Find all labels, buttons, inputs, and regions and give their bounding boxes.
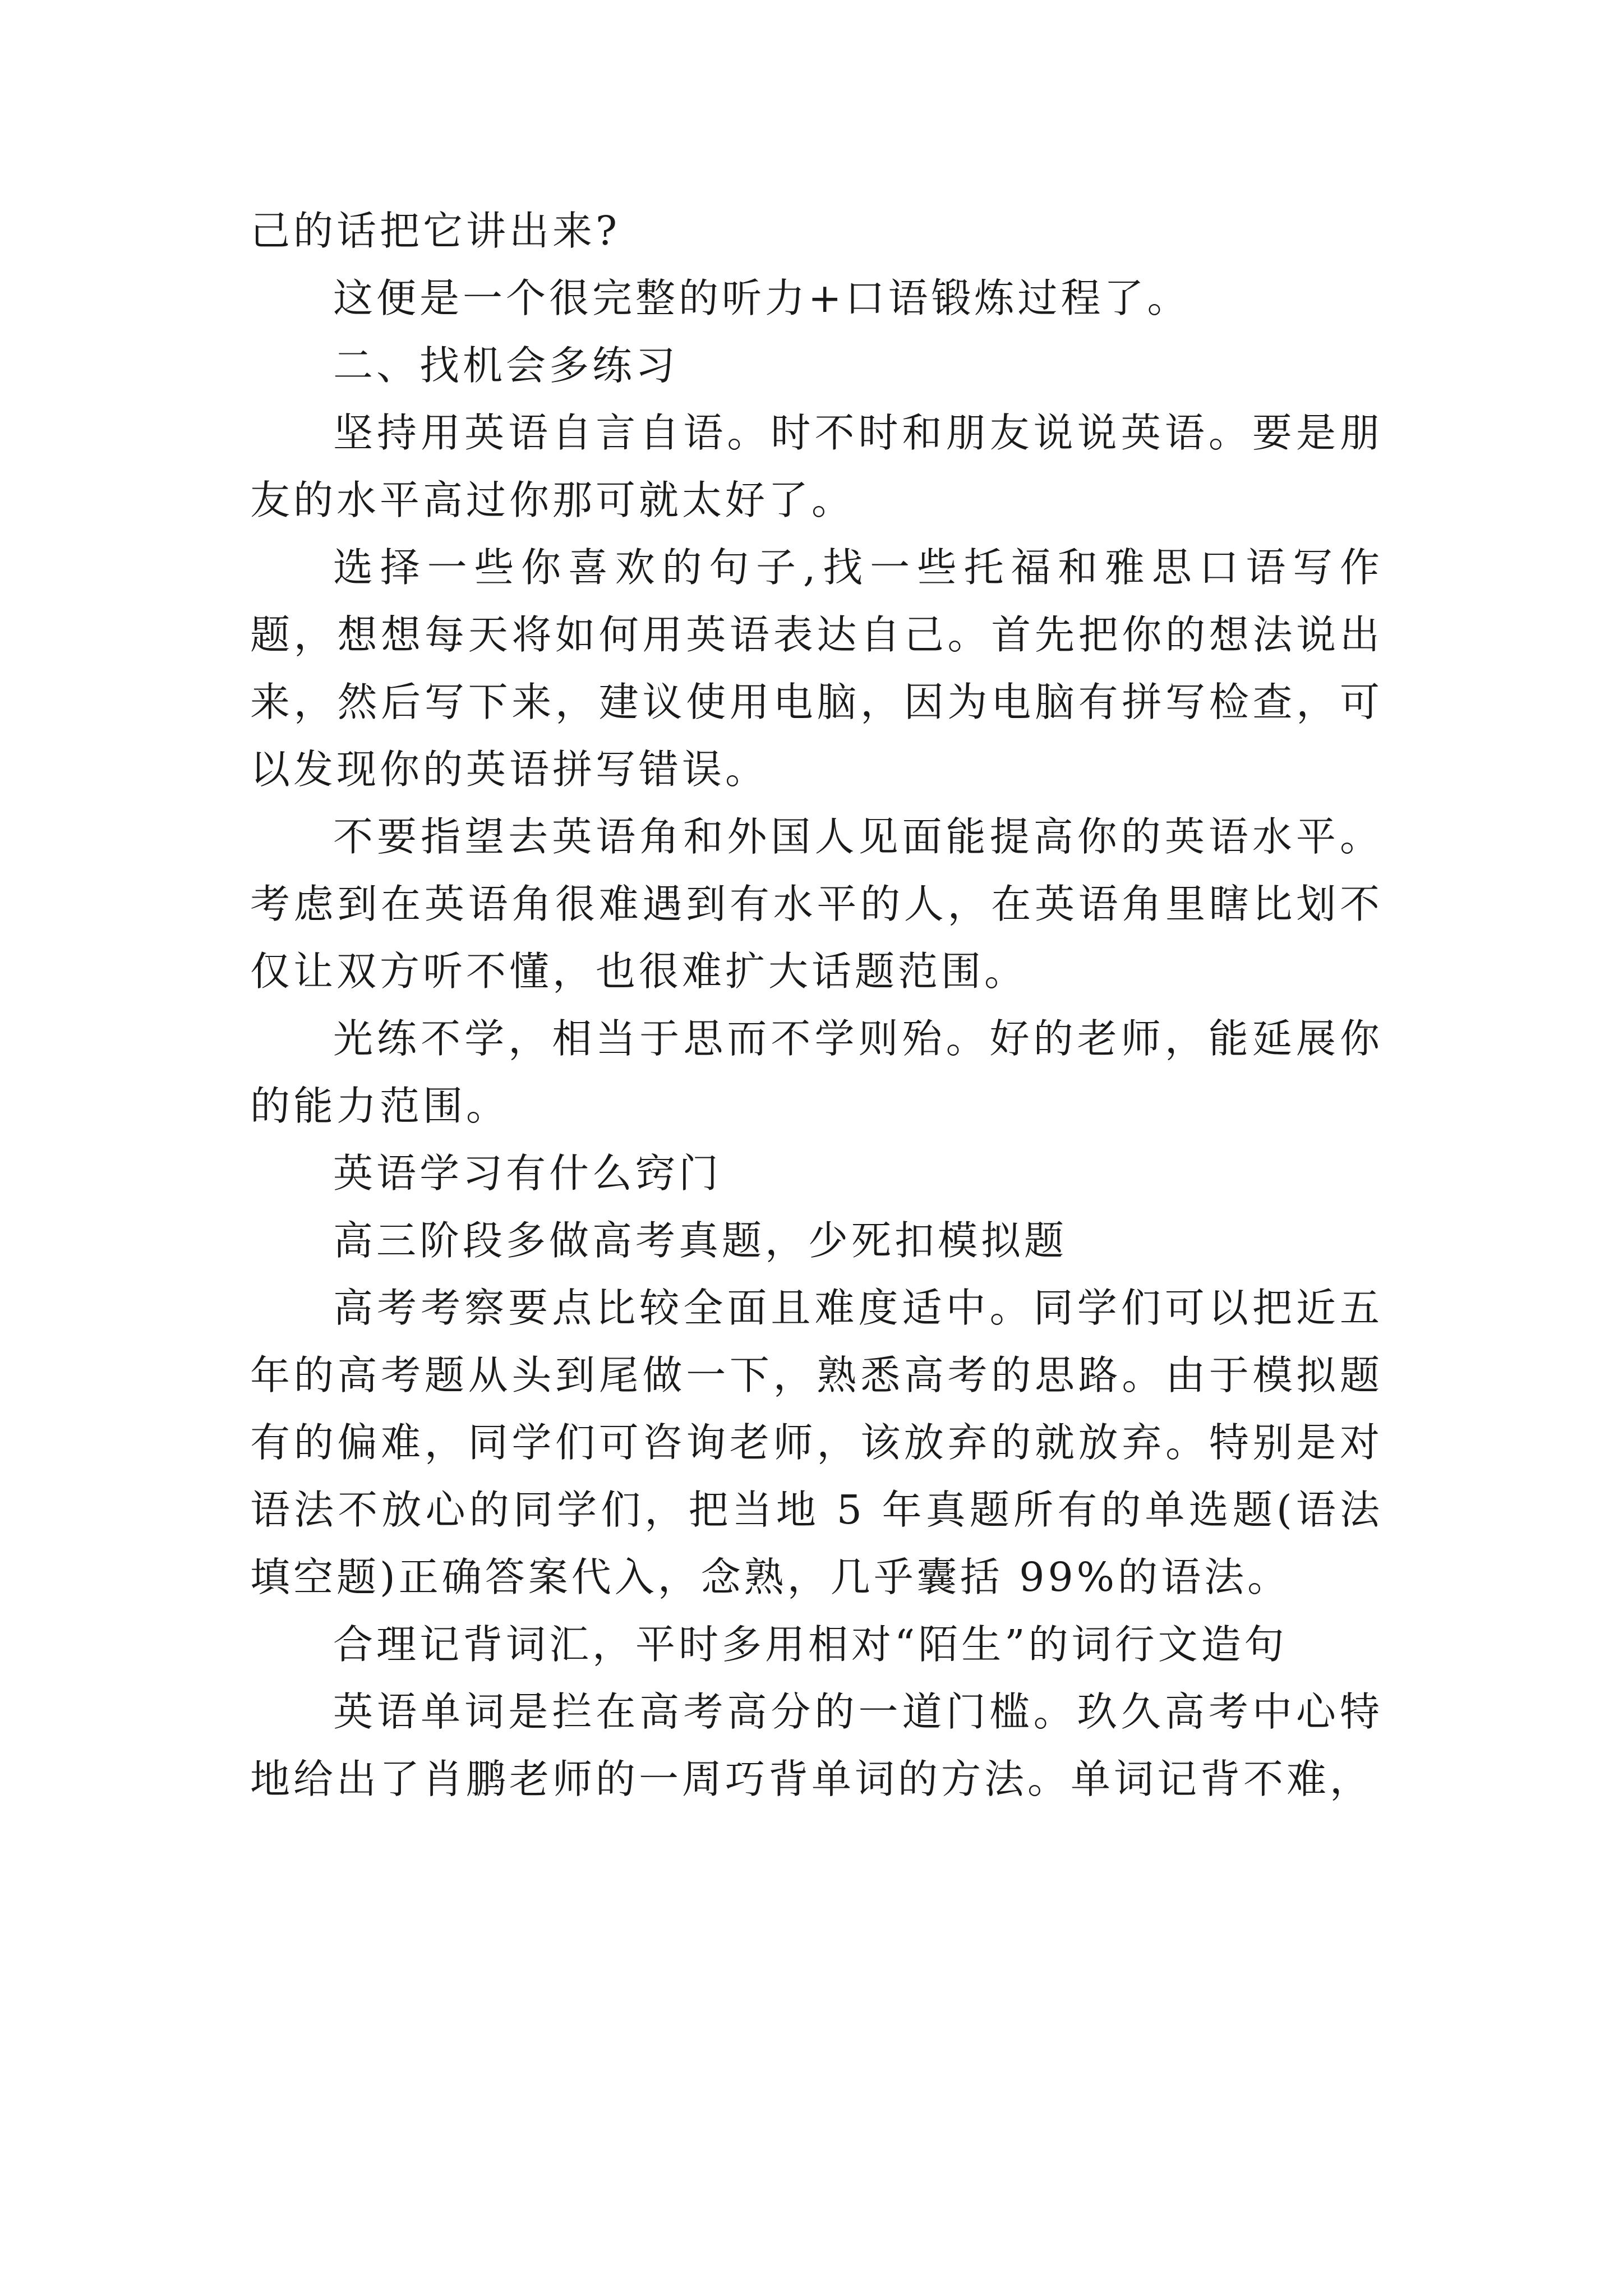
section-heading: 二、找机会多练习: [333, 342, 679, 389]
paragraph: 选择一些你喜欢的句子,找一些托福和雅思口语写作题，想想每天将如何用英语表达自己。首先把你的想法说出来，然后写下来，建议使用电脑，因为电脑有拼写检查，可以发现你的英语拼写错误。: [250, 544, 1383, 793]
paragraph: 光练不学，相当于思而不学则殆。好的老师，能延展你的能力范围。: [250, 1015, 1383, 1129]
paragraph: 不要指望去英语角和外国人见面能提高你的英语水平。考虑到在英语角很难遇到有水平的人，在英语角里瞎比划不仅让双方听不懂，也很难扩大话题范围。: [250, 813, 1383, 995]
paragraph: 英语单词是拦在高考高分的一道门槛。玖久高考中心特地给出了肖鹏老师的一周巧背单词的方法。单词记背不难，: [250, 1688, 1383, 1802]
paragraph: 这便是一个很完整的听力+口语锻炼过程了。: [333, 275, 1191, 321]
paragraph-continuation: 己的话把它讲出来?: [250, 208, 621, 254]
section-heading: 英语学习有什么窍门: [333, 1150, 722, 1197]
document-body: [250, 197, 1383, 1813]
paragraph: 高考考察要点比较全面且难度适中。同学们可以把近五年的高考题从头到尾做一下，熟悉高考的思路。由于模拟题有的偏难，同学们可咨询老师，该放弃的就放弃。特别是对语法不放心的同学们，把当地 5 年真题所有的单选题(语法填空题)正确答案代入，念熟，几乎囊括 99%的语法。: [250, 1285, 1383, 1600]
subheading: 合理记背词汇，平时多用相对“陌生”的词行文造句: [333, 1621, 1288, 1668]
subheading: 高三阶段多做高考真题，少死扣模拟题: [333, 1217, 1068, 1264]
paragraph: 坚持用英语自言自语。时不时和朋友说说英语。要是朋友的水平高过你那可就太好了。: [250, 409, 1383, 523]
